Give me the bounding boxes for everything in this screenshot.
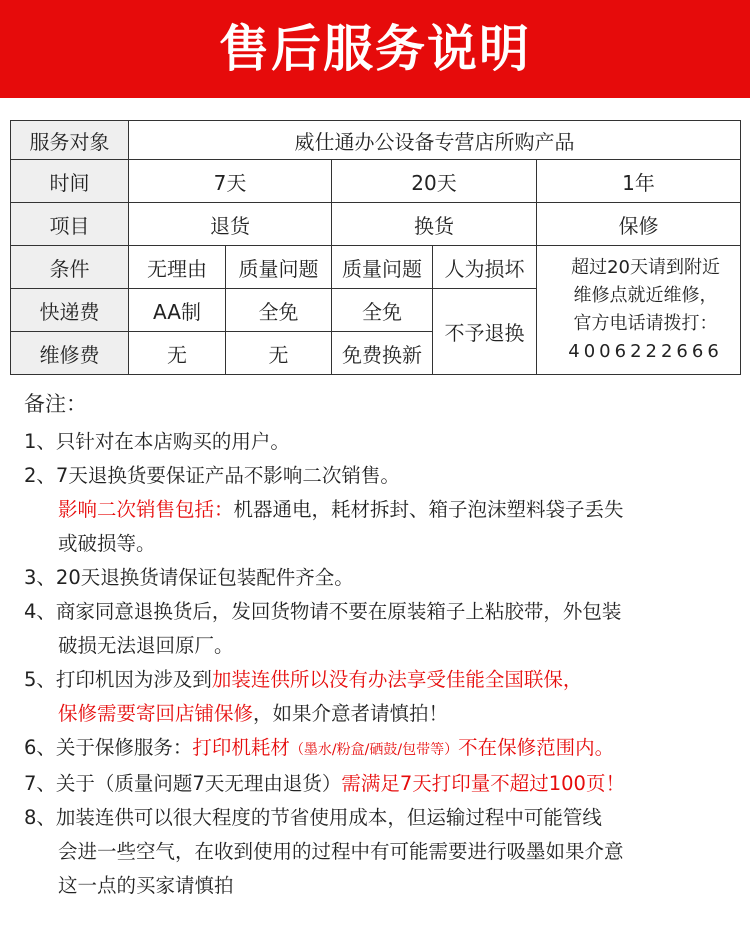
note-5-b: ，如果介意者请慎拍！	[253, 702, 449, 725]
warranty-info	[537, 246, 741, 375]
note-8-cont1: 会进一些空气，在收到使用的过程中有可能需要进行吸墨如果介意	[58, 840, 624, 863]
item-warranty: 保修	[537, 203, 741, 246]
repair-cell: 免费换新	[332, 332, 433, 375]
cond-cell: 无理由	[129, 246, 226, 289]
ship-label: 快递费	[11, 289, 129, 332]
note-2-rest: 机器通电，耗材拆封、箱子泡沫塑料袋子丢失	[233, 498, 624, 521]
note-1: 1、只针对在本店购买的用户。	[24, 430, 290, 453]
no-return-cell: 不予退换	[433, 289, 537, 375]
warranty-line: 官方电话请拨打：	[573, 313, 718, 334]
note-2-detail	[24, 493, 730, 527]
note-4-cont: 破损无法退回原厂。	[58, 634, 234, 657]
note-8-cont2: 这一点的买家请慎拍	[58, 874, 234, 897]
time-warranty: 1年	[537, 160, 741, 203]
note-3: 3、20天退换货请保证包装配件齐全。	[24, 566, 354, 589]
warranty-line: 超过20天请到附近	[571, 257, 720, 278]
repair-cell: 无	[226, 332, 332, 375]
table-row	[11, 160, 741, 203]
note-6-a: 6、关于保修服务：	[24, 736, 193, 759]
note-6-red2: 不在保修范围内。	[458, 736, 615, 759]
page-header	[0, 0, 750, 98]
note-7	[24, 767, 730, 801]
note-8: 8、加装连供可以很大程度的节省使用成本，但运输过程中可能管线	[24, 806, 602, 829]
ship-cell: 全免	[226, 289, 332, 332]
note-5-cont	[24, 697, 730, 731]
repair-label: 维修费	[11, 332, 129, 375]
notes-section	[0, 375, 750, 903]
cond-cell: 人为损坏	[433, 246, 537, 289]
warranty-line: 维修点就近维修，	[573, 285, 718, 306]
note-6-small: （墨水/粉盒/硒鼓/包带等）	[289, 742, 459, 758]
service-value: 威仕通办公设备专营店所购产品	[129, 121, 741, 160]
note-5-a: 5、打印机因为涉及到	[24, 668, 212, 691]
table-row	[11, 203, 741, 246]
page-title: 售后服务说明	[219, 20, 531, 78]
service-table	[10, 120, 741, 375]
item-label: 项目	[11, 203, 129, 246]
ship-cell: AA制	[129, 289, 226, 332]
table-wrapper	[0, 98, 750, 375]
note-6-red: 打印机耗材	[192, 736, 290, 759]
note-5-red2: 保修需要寄回店铺保修	[58, 702, 254, 725]
note-7-red: 需满足7天打印量不超过100页！	[341, 772, 625, 795]
ship-cell: 全免	[332, 289, 433, 332]
service-label: 服务对象	[11, 121, 129, 160]
table-row	[11, 246, 741, 289]
warranty-phone: 4006222666	[568, 341, 723, 362]
note-2: 2、7天退换货要保证产品不影响二次销售。	[24, 464, 400, 487]
time-exchange: 20天	[332, 160, 537, 203]
note-2-cont: 或破损等。	[58, 532, 156, 555]
notes-title: 备注：	[24, 392, 87, 416]
note-5	[24, 663, 730, 697]
cond-cell: 质量问题	[332, 246, 433, 289]
note-2-red: 影响二次销售包括：	[58, 498, 234, 521]
note-7-a: 7、关于（质量问题7天无理由退货）	[24, 772, 342, 795]
item-return: 退货	[129, 203, 332, 246]
repair-cell: 无	[129, 332, 226, 375]
note-4: 4、商家同意退换货后，发回货物请不要在原装箱子上粘胶带，外包装	[24, 600, 622, 623]
cond-cell: 质量问题	[226, 246, 332, 289]
time-return: 7天	[129, 160, 332, 203]
note-6	[24, 731, 730, 767]
note-5-red: 加装连供所以没有办法享受佳能全国联保，	[211, 668, 583, 691]
time-label: 时间	[11, 160, 129, 203]
cond-label: 条件	[11, 246, 129, 289]
item-exchange: 换货	[332, 203, 537, 246]
table-row	[11, 121, 741, 160]
